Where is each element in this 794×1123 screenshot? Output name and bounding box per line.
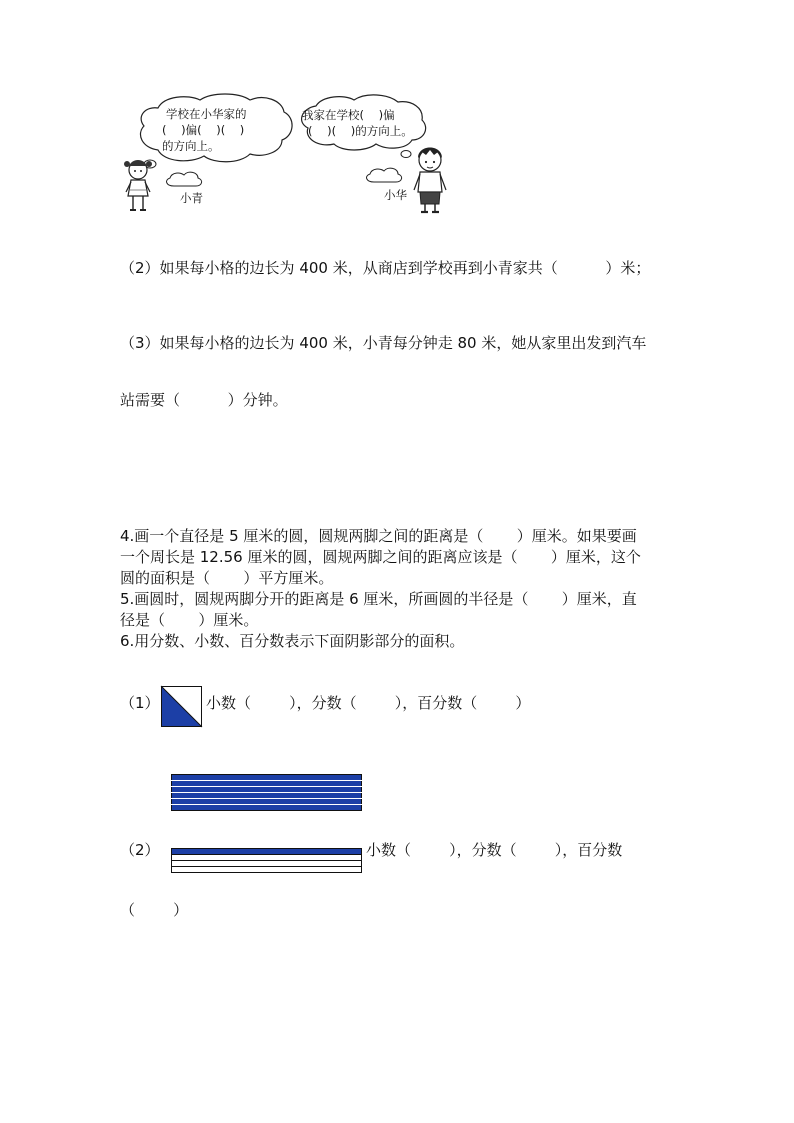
q5-line2: 径是（ ）厘米。 [120, 611, 259, 629]
q6-part1-answers: 小数（ ），分数（ ），百分数（ ） [206, 694, 531, 712]
q3-part3-line1: （3）如果每小格的边长为 400 米，小青每分钟走 80 米，她从家里出发到汽车 [120, 334, 647, 352]
q4-line1: 4.画一个直径是 5 厘米的圆，圆规两脚之间的距离是（ ）厘米。如果要画 [120, 527, 637, 545]
partial-strip-figure [171, 848, 363, 874]
q6-title: 6.用分数、小数、百分数表示下面阴影部分的面积。 [120, 632, 465, 650]
q4-line2: 一个周长是 12.56 厘米的圆，圆规两脚之间的距离应该是（ ）厘米，这个 [120, 548, 641, 566]
boy-bubble-line-1: 我家在学校( )偏 [302, 108, 395, 122]
boy-figure [414, 148, 446, 213]
direction-illustration [118, 92, 458, 222]
q6-part2-label: （2） [120, 841, 160, 859]
shaded-strip-rect-partial [171, 848, 363, 878]
q3-part2: （2）如果每小格的边长为 400 米，从商店到学校再到小青家共（ ）米； [120, 259, 651, 277]
q5-line1: 5.画圆时，圆规两脚分开的距离是 6 厘米，所画圆的半径是（ ）厘米，直 [120, 590, 637, 608]
girl-small-cloud [167, 172, 202, 186]
half-shaded-square [161, 686, 203, 732]
q4-line3: 圆的面积是（ ）平方厘米。 [120, 569, 334, 587]
boy-bubble-line-2: ( )( )的方向上。 [308, 124, 413, 138]
full-strip-figure [171, 774, 363, 812]
square-figure [161, 686, 203, 728]
q3-part3-line2: 站需要（ ）分钟。 [120, 391, 288, 409]
shaded-strip-rect-full [171, 774, 363, 816]
girl-bubble-line-3: 的方向上。 [162, 139, 220, 153]
boy-small-cloud [367, 168, 402, 182]
girl-bubble-line-2: ( )偏( )( ) [162, 123, 245, 137]
girl-name: 小青 [180, 191, 203, 205]
q6-part2-tail: （ ） [120, 901, 189, 919]
q6-part1-label: （1） [120, 694, 160, 712]
q6-part2-answers: 小数（ ），分数（ ），百分数 [366, 841, 623, 859]
girl-bubble-line-1: 学校在小华家的 [166, 107, 247, 121]
boy-name: 小华 [384, 188, 407, 202]
boy-thought-dot-1 [401, 151, 411, 158]
